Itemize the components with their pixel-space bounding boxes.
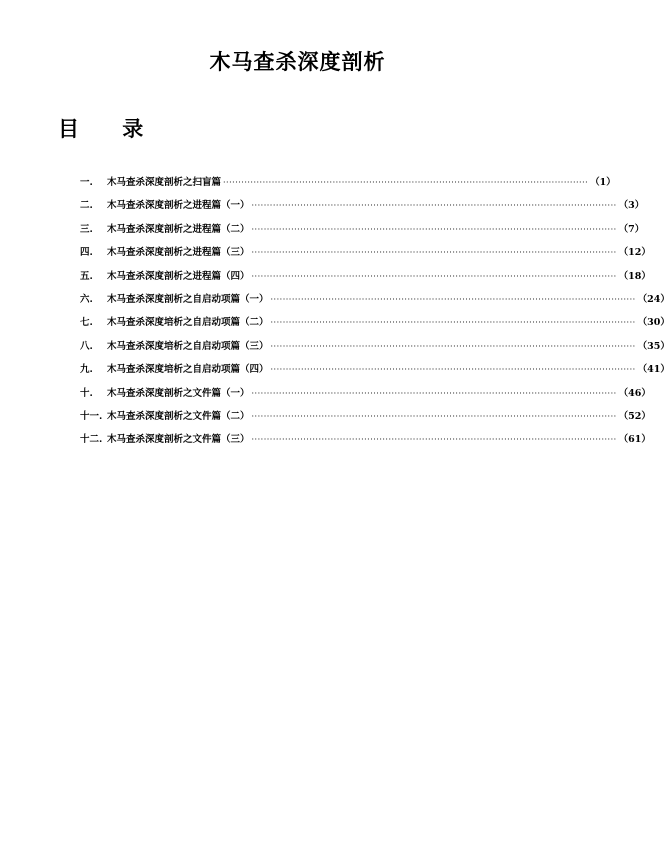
toc-entry-number: 九. [80, 364, 93, 376]
toc-entry[interactable] [80, 314, 670, 337]
toc-entry[interactable] [80, 338, 670, 361]
toc-dot-leader: ························································································································ [251, 248, 617, 258]
toc-entry-page: （24） [637, 293, 670, 305]
toc-entry-page: （41） [637, 364, 670, 376]
toc-entry-title: 木马查杀深度剖析之文件篇（二） [107, 410, 250, 422]
toc-entry-number: 六. [80, 293, 93, 305]
toc-entry-number: 七. [80, 317, 93, 329]
toc-entry-page: （35） [637, 340, 670, 352]
toc-entry-title: 木马查杀深度剖析之扫盲篇 [107, 177, 222, 188]
toc-entry-title: 木马查杀深度剖析之文件篇（三） [107, 434, 250, 446]
toc-entry-title: 木马查杀深度剖析之进程篇（四） [107, 270, 250, 282]
toc-entry-page: （52） [618, 410, 651, 422]
toc-dot-leader: ························································································································ [251, 411, 617, 421]
toc-heading: 目 录 [58, 117, 162, 141]
toc-entry[interactable] [80, 174, 616, 197]
toc-entry-number: 十一. [80, 410, 103, 422]
toc-entry[interactable] [80, 385, 651, 408]
toc-entry[interactable] [80, 408, 651, 431]
toc-entry-page: （7） [618, 223, 645, 235]
toc-entry-number: 五. [80, 270, 93, 282]
table-of-contents [80, 174, 670, 455]
toc-entry[interactable] [80, 268, 651, 291]
toc-entry-title: 木马查杀深度剖析之自启动项篇（一） [107, 293, 269, 305]
toc-entry-page: （61） [618, 434, 651, 446]
toc-entry-page: （12） [618, 247, 651, 259]
toc-dot-leader: ························································································································ [270, 341, 636, 351]
toc-entry-number: 四. [80, 247, 93, 259]
toc-entry-page: （3） [618, 200, 645, 212]
toc-entry-title: 木马查杀深度培析之自启动项篇（二） [107, 317, 269, 329]
toc-entry-title: 木马查杀深度剖析之进程篇（一） [107, 200, 250, 212]
toc-entry[interactable] [80, 361, 670, 384]
toc-entry-title: 木马查杀深度剖析之进程篇（三） [107, 247, 250, 259]
toc-entry-number: 十二. [80, 434, 103, 446]
toc-entry-title: 木马查杀深度剖析之进程篇（二） [107, 223, 250, 235]
toc-entry[interactable] [80, 197, 645, 220]
toc-entry-title: 木马查杀深度培析之自启动项篇（三） [107, 340, 269, 352]
toc-dot-leader: ························································································································ [270, 365, 636, 375]
toc-dot-leader: ························································································································ [270, 318, 636, 328]
toc-entry[interactable] [80, 244, 651, 267]
toc-entry[interactable] [80, 221, 645, 244]
toc-entry-page: （1） [590, 177, 616, 188]
toc-dot-leader: ························································································································ [251, 388, 617, 398]
toc-dot-leader: ························································································································ [251, 435, 617, 445]
toc-entry-page: （46） [618, 387, 651, 399]
toc-dot-leader: ························································································································ [223, 178, 589, 187]
toc-entry-number: 一. [80, 177, 93, 188]
toc-dot-leader: ························································································································ [251, 271, 617, 281]
toc-entry-number: 三. [80, 223, 93, 235]
toc-dot-leader: ························································································································ [251, 224, 617, 234]
toc-entry-page: （30） [637, 317, 670, 329]
page-title: 木马查杀深度剖析 [209, 50, 386, 74]
toc-dot-leader: ························································································································ [251, 201, 617, 211]
toc-dot-leader: ························································································································ [270, 294, 636, 304]
toc-entry-number: 十. [80, 387, 93, 399]
toc-entry-title: 木马查杀深度剖析之文件篇（一） [107, 387, 250, 399]
toc-entry-page: （18） [618, 270, 651, 282]
toc-entry[interactable] [80, 431, 651, 454]
toc-entry-number: 二. [80, 200, 93, 212]
toc-entry[interactable] [80, 291, 670, 314]
toc-entry-title: 木马查杀深度培析之自启动项篇（四） [107, 364, 269, 376]
toc-entry-number: 八. [80, 340, 93, 352]
